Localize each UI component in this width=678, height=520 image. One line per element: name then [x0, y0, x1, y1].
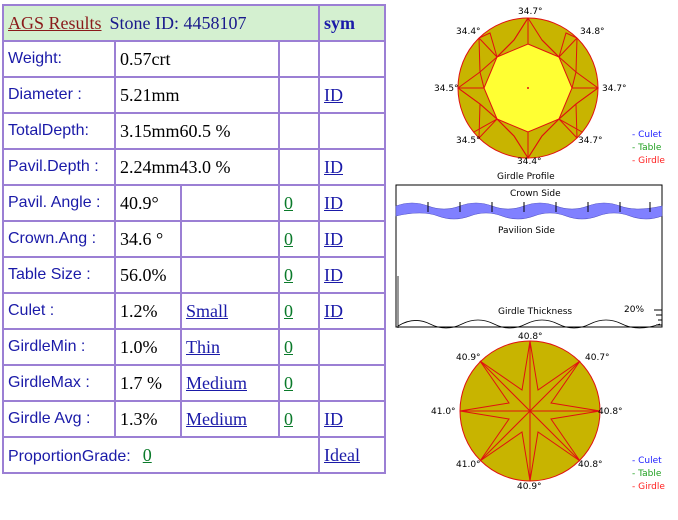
row-zero — [279, 149, 319, 185]
row-id — [319, 221, 385, 257]
girdlemax-label: GirdleMax : — [8, 374, 90, 391]
pavilion-angle-bottom-left: 41.0° — [456, 460, 481, 470]
crown-angle-bottom: 34.4° — [517, 157, 542, 167]
row-value — [115, 41, 279, 77]
crownang-label: Crown.Ang : — [8, 230, 97, 247]
weight-label: Weight: — [8, 50, 62, 67]
row-zero — [279, 77, 319, 113]
row-zero — [279, 293, 319, 329]
row-value — [115, 221, 181, 257]
girdleavg-zero-link[interactable]: 0 — [284, 408, 293, 429]
row-value — [115, 185, 181, 221]
row-value — [115, 365, 181, 401]
girdle-thickness-label: Girdle Thickness — [498, 307, 573, 317]
row-extra — [181, 329, 279, 365]
table-row — [3, 149, 385, 185]
pavilion-angle-top-left: 40.9° — [456, 353, 481, 363]
row-extra — [181, 365, 279, 401]
legend-table: - Table — [632, 143, 662, 153]
proportion-grade-label: ProportionGrade: — [8, 447, 131, 465]
crown-angle-top-left: 34.4° — [456, 27, 481, 37]
row-label — [3, 113, 115, 149]
row-zero — [279, 41, 319, 77]
row-label — [3, 257, 115, 293]
pavilion-angle-top-right: 40.7° — [585, 353, 610, 363]
legend-culet: - Culet — [632, 456, 662, 466]
row-id — [319, 401, 385, 437]
row-zero — [279, 113, 319, 149]
row-extra — [181, 293, 279, 329]
pavilion-side-label: Pavilion Side — [498, 226, 555, 236]
row-label — [3, 365, 115, 401]
girdlemax-zero-link[interactable]: 0 — [284, 372, 293, 393]
sym-header — [319, 5, 385, 41]
girdle-profile — [392, 168, 676, 334]
table-row — [3, 293, 385, 329]
girdlemin-label: GirdleMin : — [8, 338, 86, 355]
row-value — [115, 329, 181, 365]
diameter-label: Diameter : — [8, 86, 82, 103]
legend-culet: - Culet — [632, 130, 662, 140]
thickness-percent: 20% — [624, 305, 645, 315]
diameter-id-link[interactable]: ID — [324, 84, 343, 105]
row-value — [115, 293, 181, 329]
row-id — [319, 149, 385, 185]
pavildepth-label: Pavil.Depth : — [8, 158, 99, 175]
row-extra — [181, 185, 279, 221]
pavildepth-percent: 43.0 % — [179, 156, 231, 177]
legend-girdle: - Girdle — [632, 482, 665, 492]
row-id — [319, 365, 385, 401]
table-row — [3, 257, 385, 293]
pavilangle-id-link[interactable]: ID — [324, 192, 343, 213]
proportion-grade-cell — [319, 437, 385, 473]
legend-girdle: - Girdle — [632, 156, 665, 166]
table-row — [3, 329, 385, 365]
row-value — [115, 257, 181, 293]
pavilangle-label: Pavil. Angle : — [8, 194, 101, 211]
row-zero — [279, 365, 319, 401]
ags-results-table — [2, 4, 386, 474]
row-label — [3, 41, 115, 77]
thickness-trace — [398, 276, 660, 328]
pavildepth-value: 2.24mm — [120, 156, 180, 177]
row-zero — [279, 257, 319, 293]
pavilion-angle-left: 41.0° — [431, 407, 456, 417]
stone-id: Stone ID: 4458107 — [109, 12, 247, 33]
girdleavg-id-link[interactable]: ID — [324, 408, 343, 429]
row-label — [3, 293, 115, 329]
crown-side-label: Crown Side — [510, 189, 561, 199]
row-id — [319, 113, 385, 149]
row-id — [319, 257, 385, 293]
row-zero — [279, 401, 319, 437]
culet-id-link[interactable]: ID — [324, 300, 343, 321]
row-label — [3, 77, 115, 113]
girdlemin-zero-link[interactable]: 0 — [284, 336, 293, 357]
girdleavg-value: 1.3% — [120, 408, 158, 429]
weight-value: 0.57crt — [120, 48, 171, 69]
row-zero — [279, 221, 319, 257]
tablesize-label: Table Size : — [8, 266, 91, 283]
pavilion-angle-bottom-right: 40.8° — [578, 460, 603, 470]
proportion-cell — [3, 437, 319, 473]
pavildepth-id-link[interactable]: ID — [324, 156, 343, 177]
culet-label: Culet : — [8, 302, 55, 319]
crownang-zero-link[interactable]: 0 — [284, 228, 293, 249]
row-label — [3, 221, 115, 257]
pavilion-diagram — [392, 330, 676, 500]
table-row — [3, 77, 385, 113]
girdlemax-grade-link[interactable]: Medium — [186, 372, 247, 393]
crown-angle-bottom-right: 34.7° — [578, 136, 603, 146]
totaldepth-label: TotalDepth: — [8, 122, 89, 139]
row-label — [3, 185, 115, 221]
sym-label: sym — [324, 12, 355, 33]
table-row — [3, 113, 385, 149]
row-label — [3, 149, 115, 185]
pavilion-angle-bottom: 40.9° — [517, 482, 542, 492]
culet-point — [527, 87, 529, 89]
totaldepth-value: 3.15mm — [120, 120, 180, 141]
scale-marks — [654, 310, 662, 325]
row-id — [319, 329, 385, 365]
table-row — [3, 185, 385, 221]
row-label — [3, 329, 115, 365]
table-row — [3, 401, 385, 437]
crownang-value: 34.6 ° — [120, 228, 164, 249]
totaldepth-percent: 60.5 % — [179, 120, 231, 141]
crown-angle-left: 34.5° — [434, 84, 459, 94]
pavilangle-value: 40.9° — [120, 192, 159, 213]
row-id — [319, 293, 385, 329]
girdlemin-grade-link[interactable]: Thin — [186, 336, 220, 357]
crown-angle-bottom-left: 34.5° — [456, 136, 481, 146]
tablesize-zero-link[interactable]: 0 — [284, 264, 293, 285]
pavilion-angle-right: 40.8° — [598, 407, 623, 417]
crown-angle-right: 34.7° — [602, 84, 627, 94]
pavilion-angle-top: 40.8° — [518, 332, 543, 342]
proportion-row — [3, 437, 385, 473]
legend-table: - Table — [632, 469, 662, 479]
row-extra — [181, 221, 279, 257]
diameter-value: 5.21mm — [120, 84, 180, 105]
girdlemin-value: 1.0% — [120, 336, 158, 357]
row-id — [319, 77, 385, 113]
header-row — [3, 5, 385, 41]
row-extra — [181, 401, 279, 437]
girdle-band — [396, 203, 662, 219]
row-value — [115, 149, 279, 185]
crownang-id-link[interactable]: ID — [324, 228, 343, 249]
crown-diagram — [392, 2, 676, 180]
proportion-grade-link[interactable]: Ideal — [324, 444, 360, 465]
row-value — [115, 77, 279, 113]
crown-angle-top-right: 34.8° — [580, 27, 605, 37]
row-zero — [279, 185, 319, 221]
header-cell — [3, 5, 319, 41]
table-row — [3, 41, 385, 77]
row-extra — [181, 257, 279, 293]
girdle-profile-title: Girdle Profile — [497, 172, 555, 182]
ags-results-link[interactable]: AGS Results — [8, 12, 102, 33]
culet-value: 1.2% — [120, 300, 158, 321]
row-zero — [279, 329, 319, 365]
tablesize-id-link[interactable]: ID — [324, 264, 343, 285]
pavilangle-zero-link[interactable]: 0 — [284, 192, 293, 213]
row-value — [115, 401, 181, 437]
row-value — [115, 113, 279, 149]
culet-zero-link[interactable]: 0 — [284, 300, 293, 321]
table-row — [3, 221, 385, 257]
row-label — [3, 401, 115, 437]
girdleavg-label: Girdle Avg : — [8, 410, 91, 427]
row-id — [319, 185, 385, 221]
table-row — [3, 365, 385, 401]
culet-grade-link[interactable]: Small — [186, 300, 229, 321]
proportion-zero-link[interactable]: 0 — [142, 444, 152, 465]
crown-angle-top: 34.7° — [518, 7, 543, 17]
tablesize-value: 56.0% — [120, 264, 167, 285]
row-id — [319, 41, 385, 77]
girdleavg-grade-link[interactable]: Medium — [186, 408, 247, 429]
girdlemax-value: 1.7 % — [120, 372, 162, 393]
